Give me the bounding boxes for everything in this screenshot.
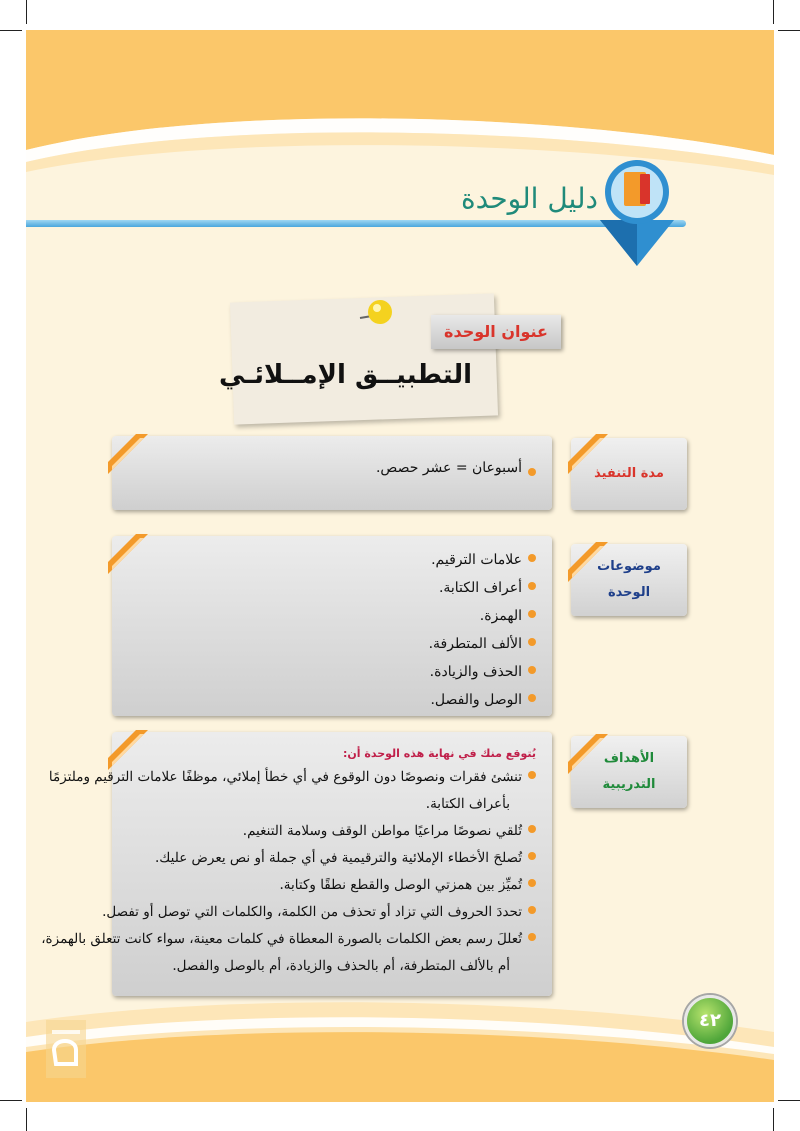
publisher-logo-icon (46, 1020, 86, 1078)
pushpin-icon (358, 296, 394, 332)
objectives-list (41, 744, 536, 980)
list-item-continuation: بأعراف الكتابة. (425, 796, 510, 812)
objectives-label-line2: التدريبية (602, 777, 656, 792)
objectives-label-line1: الأهداف (603, 751, 655, 766)
list-item: تُميِّز بين همزتي الوصل والقطع نطقًا وكتابة. (41, 872, 536, 899)
objectives-panel (41, 732, 552, 996)
list-item: تنشئ فقرات ونصوصًا دون الوقوع في أي خطأ إملائي، موظفًا علامات الترقيم وملتزمًا (41, 764, 536, 791)
list-item: الوصل والفصل. (429, 686, 536, 714)
list-item: الهمزة. (429, 602, 536, 630)
list-item: تُلقي نصوصًا مراعيًا مواطن الوقف وسلامة التنغيم. (41, 818, 536, 845)
bottom-band-decoration (26, 992, 774, 1102)
list-item: أعراف الكتابة. (429, 574, 536, 602)
unit-title: التطبيــق الإمــلائـي (219, 360, 472, 390)
corner-ribbon-icon (562, 536, 618, 592)
corner-ribbon-icon (102, 428, 158, 484)
list-item: تُصلحَ الأخطاء الإملائية والترقيمية في أي جملة أو نص يعرض عليك. (41, 845, 536, 872)
header-rule (26, 220, 686, 227)
topics-panel (112, 536, 552, 716)
corner-ribbon-icon (562, 428, 618, 484)
crop-mark (773, 0, 774, 24)
crop-mark (773, 1108, 774, 1131)
section-header-title: دليل الوحدة (460, 182, 598, 215)
crop-mark (0, 30, 22, 31)
unit-title-label: عنوان الوحدة (431, 315, 561, 349)
duration-label: مدة التنفيذ (594, 466, 664, 481)
list-item: تحددَ الحروف التي تزاد أو تحذف من الكلمة، والكلمات التي توصل أو تفصل. (41, 899, 536, 926)
topics-label-line2: الوحدة (607, 585, 651, 600)
list-item: تُعللَ رسم بعض الكلمات بالصورة المعطاة في كلمات معينة، سواء كانت تتعلق بالهمزة، (41, 926, 536, 953)
objectives-intro: يُتوقع منك في نهاية هذه الوحدة أن: (342, 747, 536, 760)
list-item: أسبوعان = عشر حصص. (376, 460, 536, 476)
crop-mark (778, 1100, 800, 1101)
page-number: ٤٢ (684, 995, 736, 1047)
book-emblem-icon (594, 158, 680, 268)
crop-mark (778, 30, 800, 31)
topics-label-line1: موضوعات (597, 559, 661, 574)
duration-list (376, 460, 536, 476)
crop-mark (0, 1100, 22, 1101)
topics-list (429, 546, 536, 714)
list-item: علامات الترقيم. (429, 546, 536, 574)
crop-mark (26, 0, 27, 24)
list-item: الحذف والزيادة. (429, 658, 536, 686)
corner-ribbon-icon (562, 728, 618, 784)
crop-mark (26, 1108, 27, 1131)
duration-panel (112, 436, 552, 510)
list-item-continuation: أم بالألف المتطرفة، أم بالحذف والزيادة، أم بالوصل والفصل. (172, 958, 510, 974)
page (26, 30, 774, 1102)
list-item: الألف المتطرفة. (429, 630, 536, 658)
corner-ribbon-icon (102, 528, 158, 584)
